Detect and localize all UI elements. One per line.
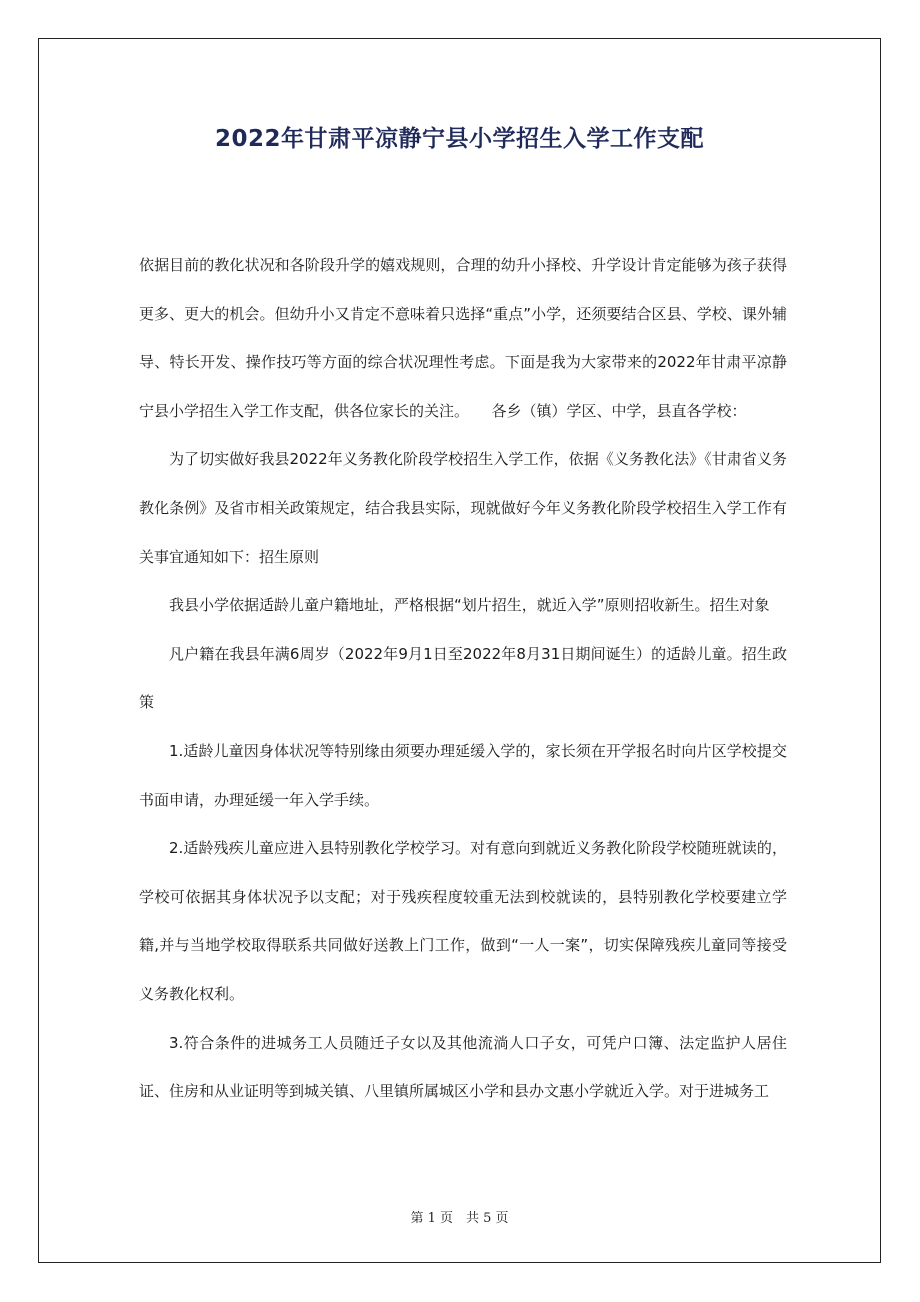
paragraph-policy-3: 3.符合条件的进城务工人员随迁子女以及其他流淌人口子女，可凭户口簿、法定监护人居住证、住房和从业证明等到城关镇、八里镇所属城区小学和县办文惠小学就近入学。对于进城务工 bbox=[139, 1033, 787, 1101]
paragraph-principle: 我县小学依据适龄儿童户籍地址，严格根据“划片招生，就近入学”原则招收新生。招生对象 bbox=[169, 596, 770, 615]
document-body bbox=[139, 241, 787, 1116]
paragraph-purpose: 为了切实做好我县2022年义务教化阶段学校招生入学工作，依据《义务教化法》《甘肃省义务教化条例》及省市相关政策规定，结合我县实际，现就做好今年义务教化阶段学校招生入学工作有关事宜通知如下：招生原则 bbox=[139, 450, 787, 566]
paragraph-policy-1: 1.适龄儿童因身体状况等特别缘由须要办理延缓入学的，家长须在开学报名时向片区学校提交书面申请，办理延缓一年入学手续。 bbox=[139, 741, 787, 809]
page-number-footer: 第 1 页 共 5 页 bbox=[410, 1211, 509, 1226]
paragraph-policy-2: 2.适龄残疾儿童应进入县特别教化学校学习。对有意向到就近义务教化阶段学校随班就读的，学校可依据其身体状况予以支配；对于残疾程度较重无法到校就读的，县特别教化学校要建立学籍,并与当地学校取得联系共同做好送教上门工作，做到“一人一案”，切实保障残疾儿童同等接受义务教化权利。 bbox=[139, 839, 787, 1003]
paragraph-intro: 依据目前的教化状况和各阶段升学的嬉戏规则，合理的幼升小择校、升学设计肯定能够为孩子获得更多、更大的机会。但幼升小又肯定不意味着只选择“重点”小学，还须要结合区县、学校、课外辅导、特长开发、操作技巧等方面的综合状况理性考虑。下面是我为大家带来的2022年甘肃平凉静宁县小学招生入学工作支配，供各位家长的关注。 各乡（镇）学区、中学，县直各学校： bbox=[139, 256, 787, 420]
document-title: 2022年甘肃平凉静宁县小学招生入学工作支配 bbox=[214, 126, 704, 152]
paragraph-target: 凡户籍在我县年满6周岁（2022年9月1日至2022年8月31日期间诞生）的适龄儿童。招生政策 bbox=[139, 644, 787, 712]
